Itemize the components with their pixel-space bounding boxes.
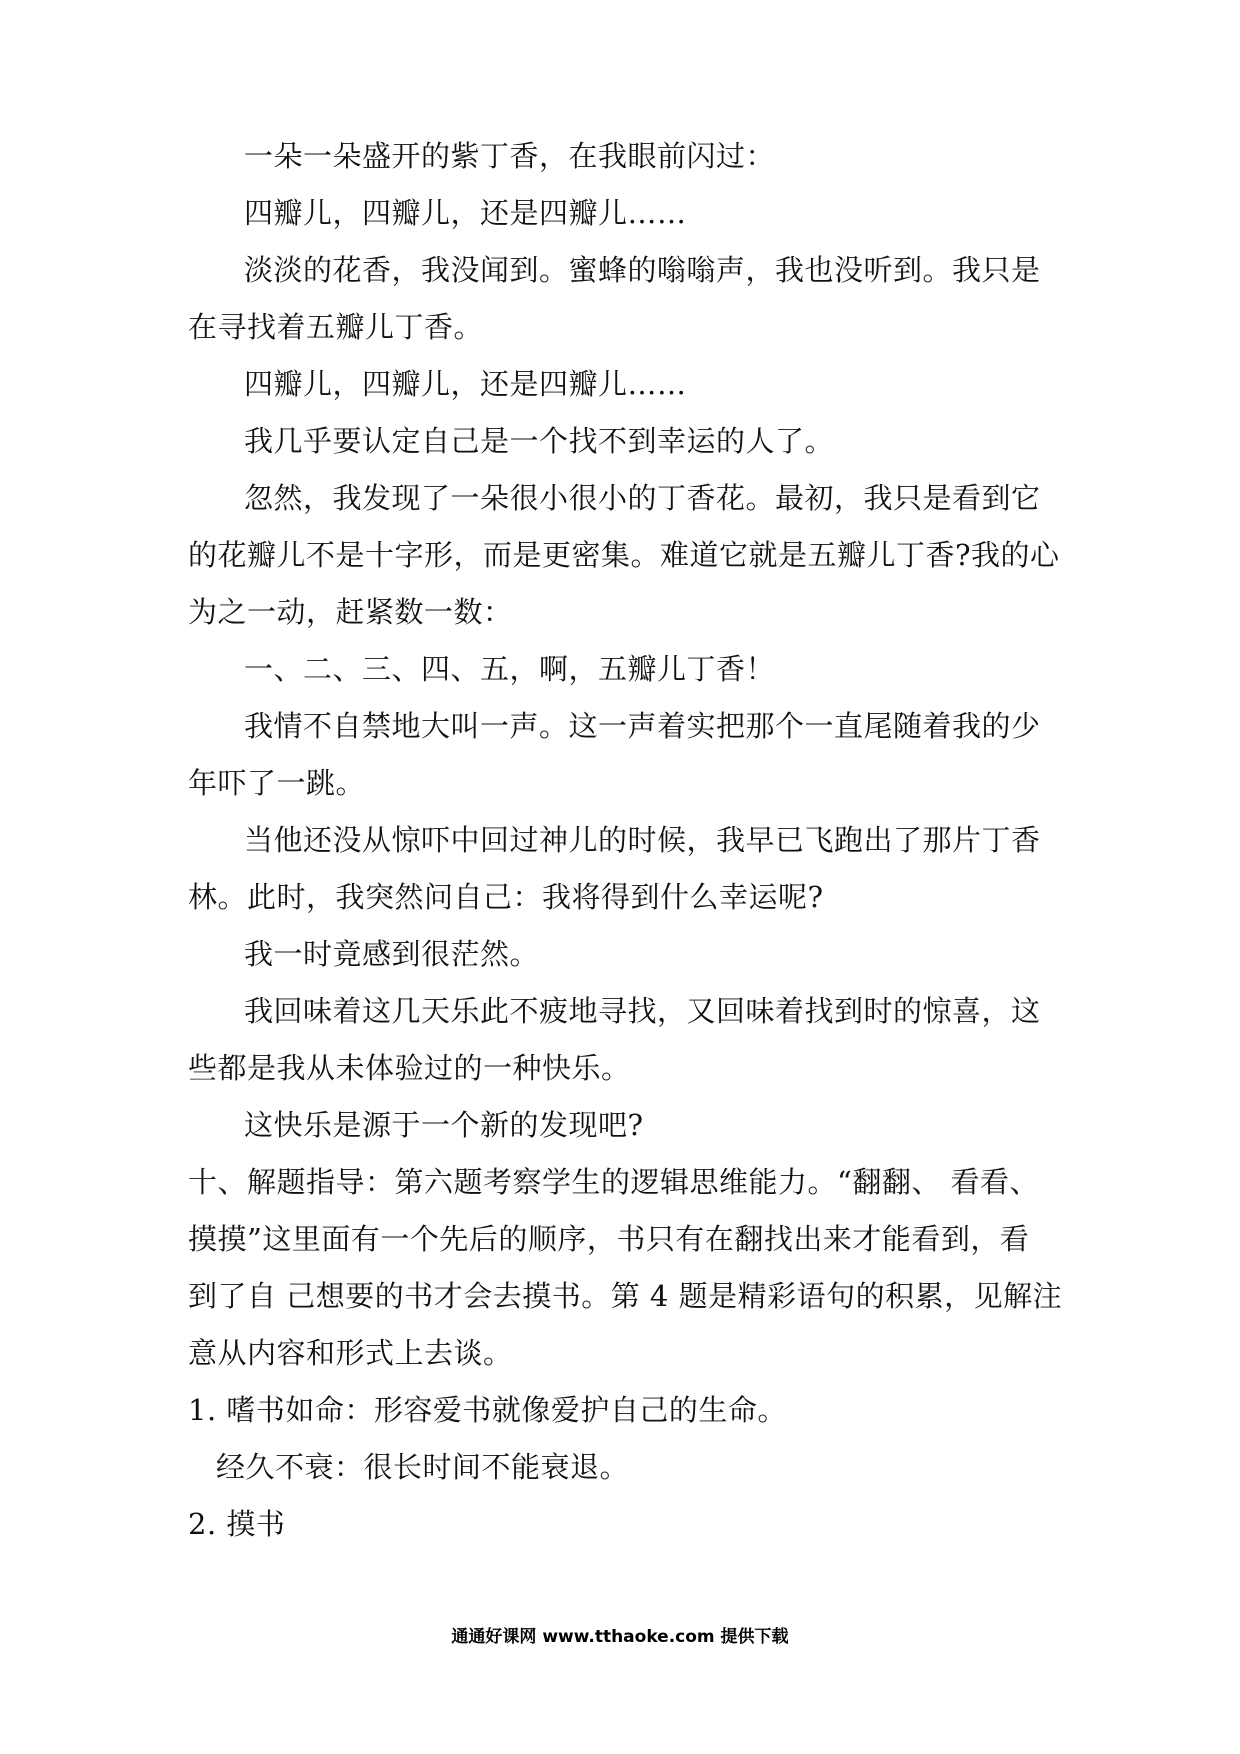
text-line: 在寻找着五瓣儿丁香。 (188, 310, 484, 344)
text-line: 四瓣儿，四瓣儿，还是四瓣儿…… (244, 196, 687, 230)
text-line: 我回味着这几天乐此不疲地寻找，又回味着找到时的惊喜，这 (244, 994, 1041, 1028)
text-line: 四瓣儿，四瓣儿，还是四瓣儿…… (244, 367, 687, 401)
text-line: 到了自 己想要的书才会去摸书。第 4 题是精彩语句的积累，见解注 (188, 1279, 1063, 1313)
text-line: 我情不自禁地大叫一声。这一声着实把那个一直尾随着我的少 (244, 709, 1041, 743)
text-line: 忽然，我发现了一朵很小很小的丁香花。最初，我只是看到它 (244, 481, 1041, 515)
text-line: 经久不衰：很长时间不能衰退。 (216, 1450, 630, 1484)
text-line: 我几乎要认定自己是一个找不到幸运的人了。 (244, 424, 835, 458)
text-line: 一朵一朵盛开的紫丁香，在我眼前闪过： (244, 139, 776, 173)
text-line: 当他还没从惊吓中回过神儿的时候，我早已飞跑出了那片丁香 (244, 823, 1041, 857)
text-line: 摸摸”这里面有一个先后的顺序，书只有在翻找出来才能看到，看 (188, 1222, 1030, 1256)
text-line: 十、解题指导：第六题考察学生的逻辑思维能力。“翻翻、 看看、 (188, 1165, 1040, 1199)
text-line: 我一时竟感到很茫然。 (244, 937, 540, 971)
page-footer: 通通好课网 www.tthaoke.com 提供下载 (451, 1627, 789, 1647)
text-line: 年吓了一跳。 (188, 766, 366, 800)
text-line: 为之一动，赶紧数一数： (188, 595, 513, 629)
text-line: 林。此时，我突然问自己：我将得到什么幸运呢? (188, 880, 824, 914)
text-line: 的花瓣儿不是十字形，而是更密集。难道它就是五瓣儿丁香?我的心 (188, 538, 1060, 572)
text-line: 些都是我从未体验过的一种快乐。 (188, 1051, 631, 1085)
text-line: 意从内容和形式上去谈。 (188, 1336, 513, 1370)
text-line: 这快乐是源于一个新的发现吧? (244, 1108, 644, 1142)
text-line: 1. 嗜书如命：形容爱书就像爱护自己的生命。 (188, 1393, 787, 1427)
text-line: 2. 摸书 (188, 1507, 286, 1541)
text-line: 一、二、三、四、五，啊，五瓣儿丁香！ (244, 652, 776, 686)
text-line: 淡淡的花香，我没闻到。蜜蜂的嗡嗡声，我也没听到。我只是 (244, 253, 1041, 287)
